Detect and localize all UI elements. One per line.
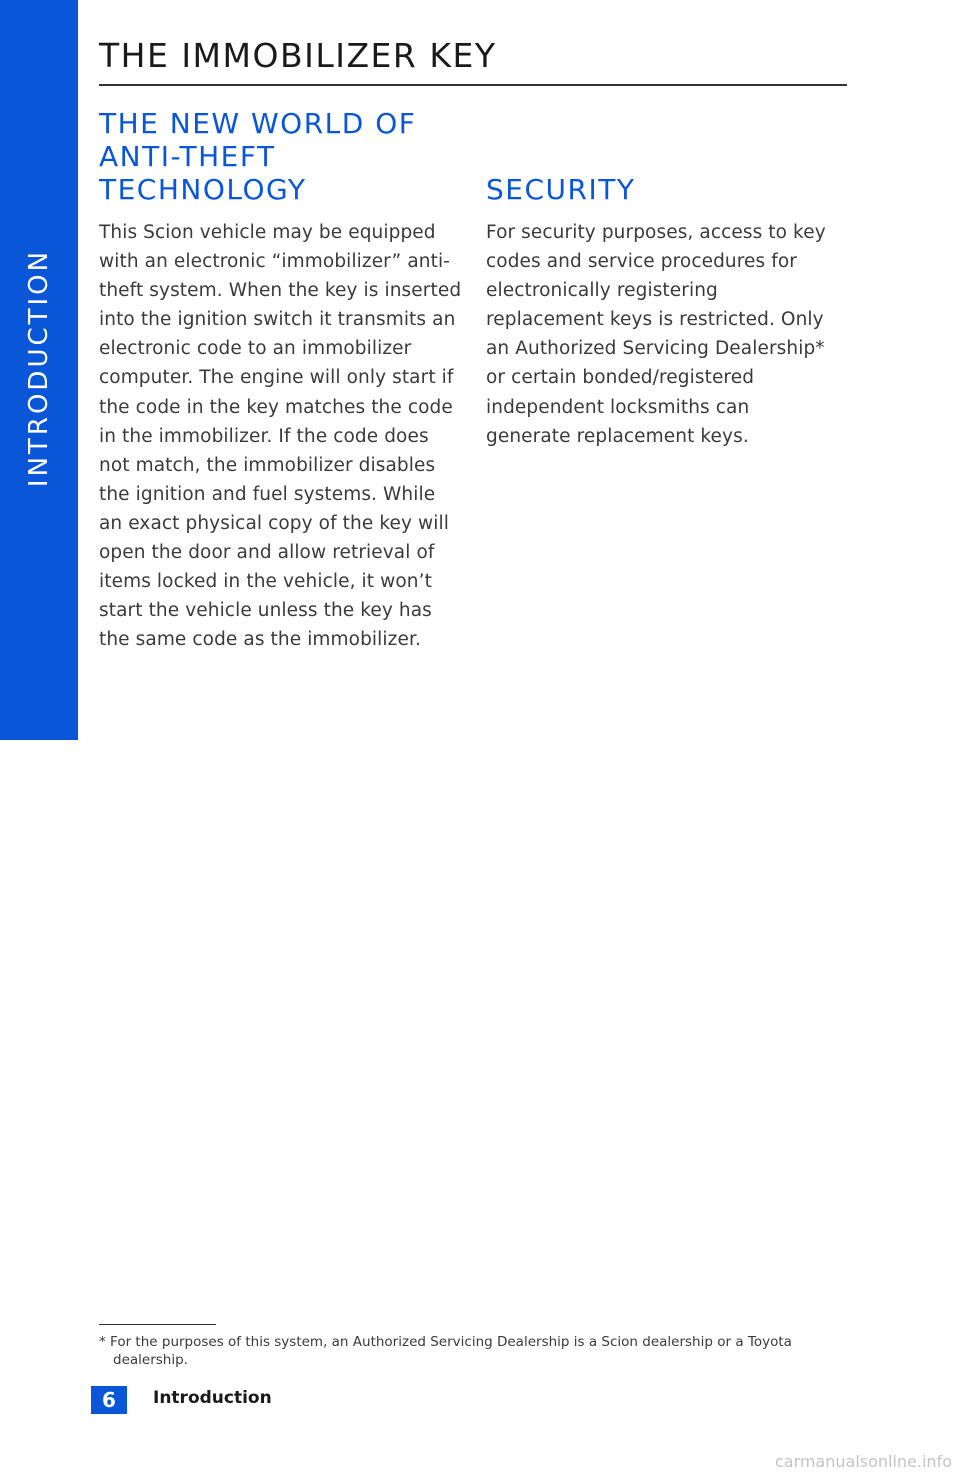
security-body-text: For security purposes, access to key codes and service procedures for electronically registering replacement keys is restricted. Only an Authorized Servicing Dealership* or certain bonded/registered independent locksmiths can generate replacement keys. [486, 222, 826, 447]
footnote-divider [99, 1324, 216, 1325]
side-tab-label: INTRODUCTION [24, 248, 54, 488]
title-divider [99, 84, 847, 86]
section-heading-anti-theft: THE NEW WORLD OF ANTI-THEFT TECHNOLOGY [99, 107, 417, 206]
page-number: 6 [91, 1386, 127, 1414]
page-title: THE IMMOBILIZER KEY [99, 36, 497, 75]
anti-theft-body-text: This Scion vehicle may be equipped with an electronic “immobilizer” anti-theft system. When the key is inserted into the ignition switch it transmits an electronic code to an immobilizer computer. The engine will only start if the code in the key matches the code in the immobilizer. If the code does not match, the immobilizer disables the ignition and fuel systems. While an exact physical copy of the key will open the door and allow retrieval of items locked in the vehicle, it won’t start the vehicle unless the key has the same code as the immobilizer. [99, 222, 462, 651]
footer-section-label: Introduction [153, 1388, 272, 1408]
section-heading-security: SECURITY [486, 173, 636, 206]
footnote: * For the purposes of this system, an Authorized Servicing Dealership is a Scion dealership or a Toyota dealership. [99, 1334, 792, 1368]
side-tab [0, 0, 78, 740]
watermark: carmanualsonline.info [774, 1452, 952, 1471]
